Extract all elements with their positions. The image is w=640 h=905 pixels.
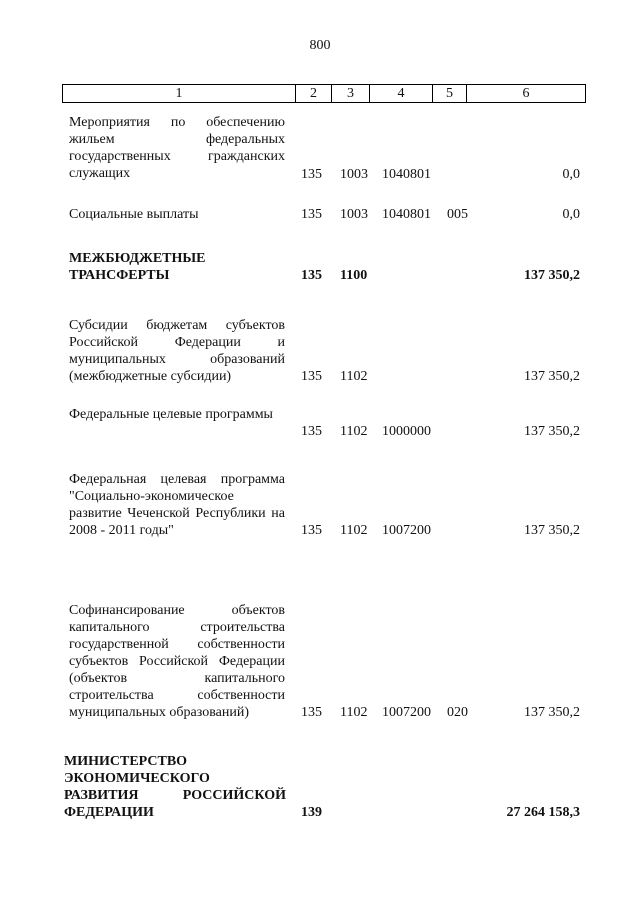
row-cell-3: 1102 xyxy=(340,523,368,538)
header-col-1: 1 xyxy=(63,85,296,102)
row-cell-6: 0,0 xyxy=(562,167,580,182)
row-name: Федеральная целевая программа "Социально-экономическое развитие Чеченской Республики на 2008 - 2011 годы" xyxy=(69,472,285,538)
header-col-2: 2 xyxy=(296,85,332,102)
header-col-5: 5 xyxy=(433,85,467,102)
row-cell-3: 1102 xyxy=(340,369,368,384)
row-cell-6: 137 350,2 xyxy=(524,424,580,439)
row-cell-2: 135 xyxy=(301,369,322,384)
row-cell-2: 135 xyxy=(301,424,322,439)
row-cell-4: 1000000 xyxy=(382,424,431,439)
row-cell-3: 1102 xyxy=(340,705,368,720)
table-header xyxy=(62,84,586,103)
page-number: 800 xyxy=(309,38,331,53)
row-name: Федеральные целевые программы xyxy=(69,407,273,422)
header-col-6: 6 xyxy=(522,86,530,101)
row-cell-3: 1003 xyxy=(340,207,368,222)
row-cell-3: 1003 xyxy=(340,167,368,182)
row-cell-6: 137 350,2 xyxy=(524,705,580,720)
row-name: Субсидии бюджетам субъектов Российской Федерации и муниципальных образований (межбюджетные субсидии) xyxy=(69,318,285,384)
row-cell-4: 1007200 xyxy=(382,523,431,538)
row-cell-2: 135 xyxy=(301,207,322,222)
row-cell-3: 1102 xyxy=(340,424,368,439)
row-name: Социальные выплаты xyxy=(69,207,199,222)
row-cell-5: 020 xyxy=(447,705,468,720)
row-cell-6: 137 350,2 xyxy=(524,268,580,283)
row-name: МЕЖБЮДЖЕТНЫЕ ТРАНСФЕРТЫ xyxy=(69,251,206,283)
row-cell-2: 139 xyxy=(301,805,322,820)
row-cell-2: 135 xyxy=(301,167,322,182)
row-cell-5: 005 xyxy=(447,207,468,222)
row-cell-3: 1100 xyxy=(340,268,368,283)
header-col-4: 4 xyxy=(370,85,433,102)
row-cell-6: 137 350,2 xyxy=(524,369,580,384)
row-cell-2: 135 xyxy=(301,523,322,538)
row-cell-6: 137 350,2 xyxy=(524,523,580,538)
row-cell-4: 1007200 xyxy=(382,705,431,720)
row-cell-4: 1040801 xyxy=(382,167,431,182)
row-cell-6: 0,0 xyxy=(562,207,580,222)
row-cell-2: 135 xyxy=(301,268,322,283)
row-cell-6: 27 264 158,3 xyxy=(506,805,580,820)
row-name: МИНИСТЕРСТВО ЭКОНОМИЧЕСКОГО РАЗВИТИЯ РОССИЙСКОЙ ФЕДЕРАЦИИ xyxy=(64,754,286,820)
row-cell-2: 135 xyxy=(301,705,322,720)
header-col-3: 3 xyxy=(332,85,370,102)
row-cell-4: 1040801 xyxy=(382,207,431,222)
row-name: Софинансирование объектов капитального строительства государственной собственности субъектов Российской Федерации (объектов капитального строительства собственности муниципальных образований) xyxy=(69,603,285,720)
row-name: Мероприятия по обеспечению жильем федеральных государственных гражданских служащих xyxy=(69,115,285,181)
